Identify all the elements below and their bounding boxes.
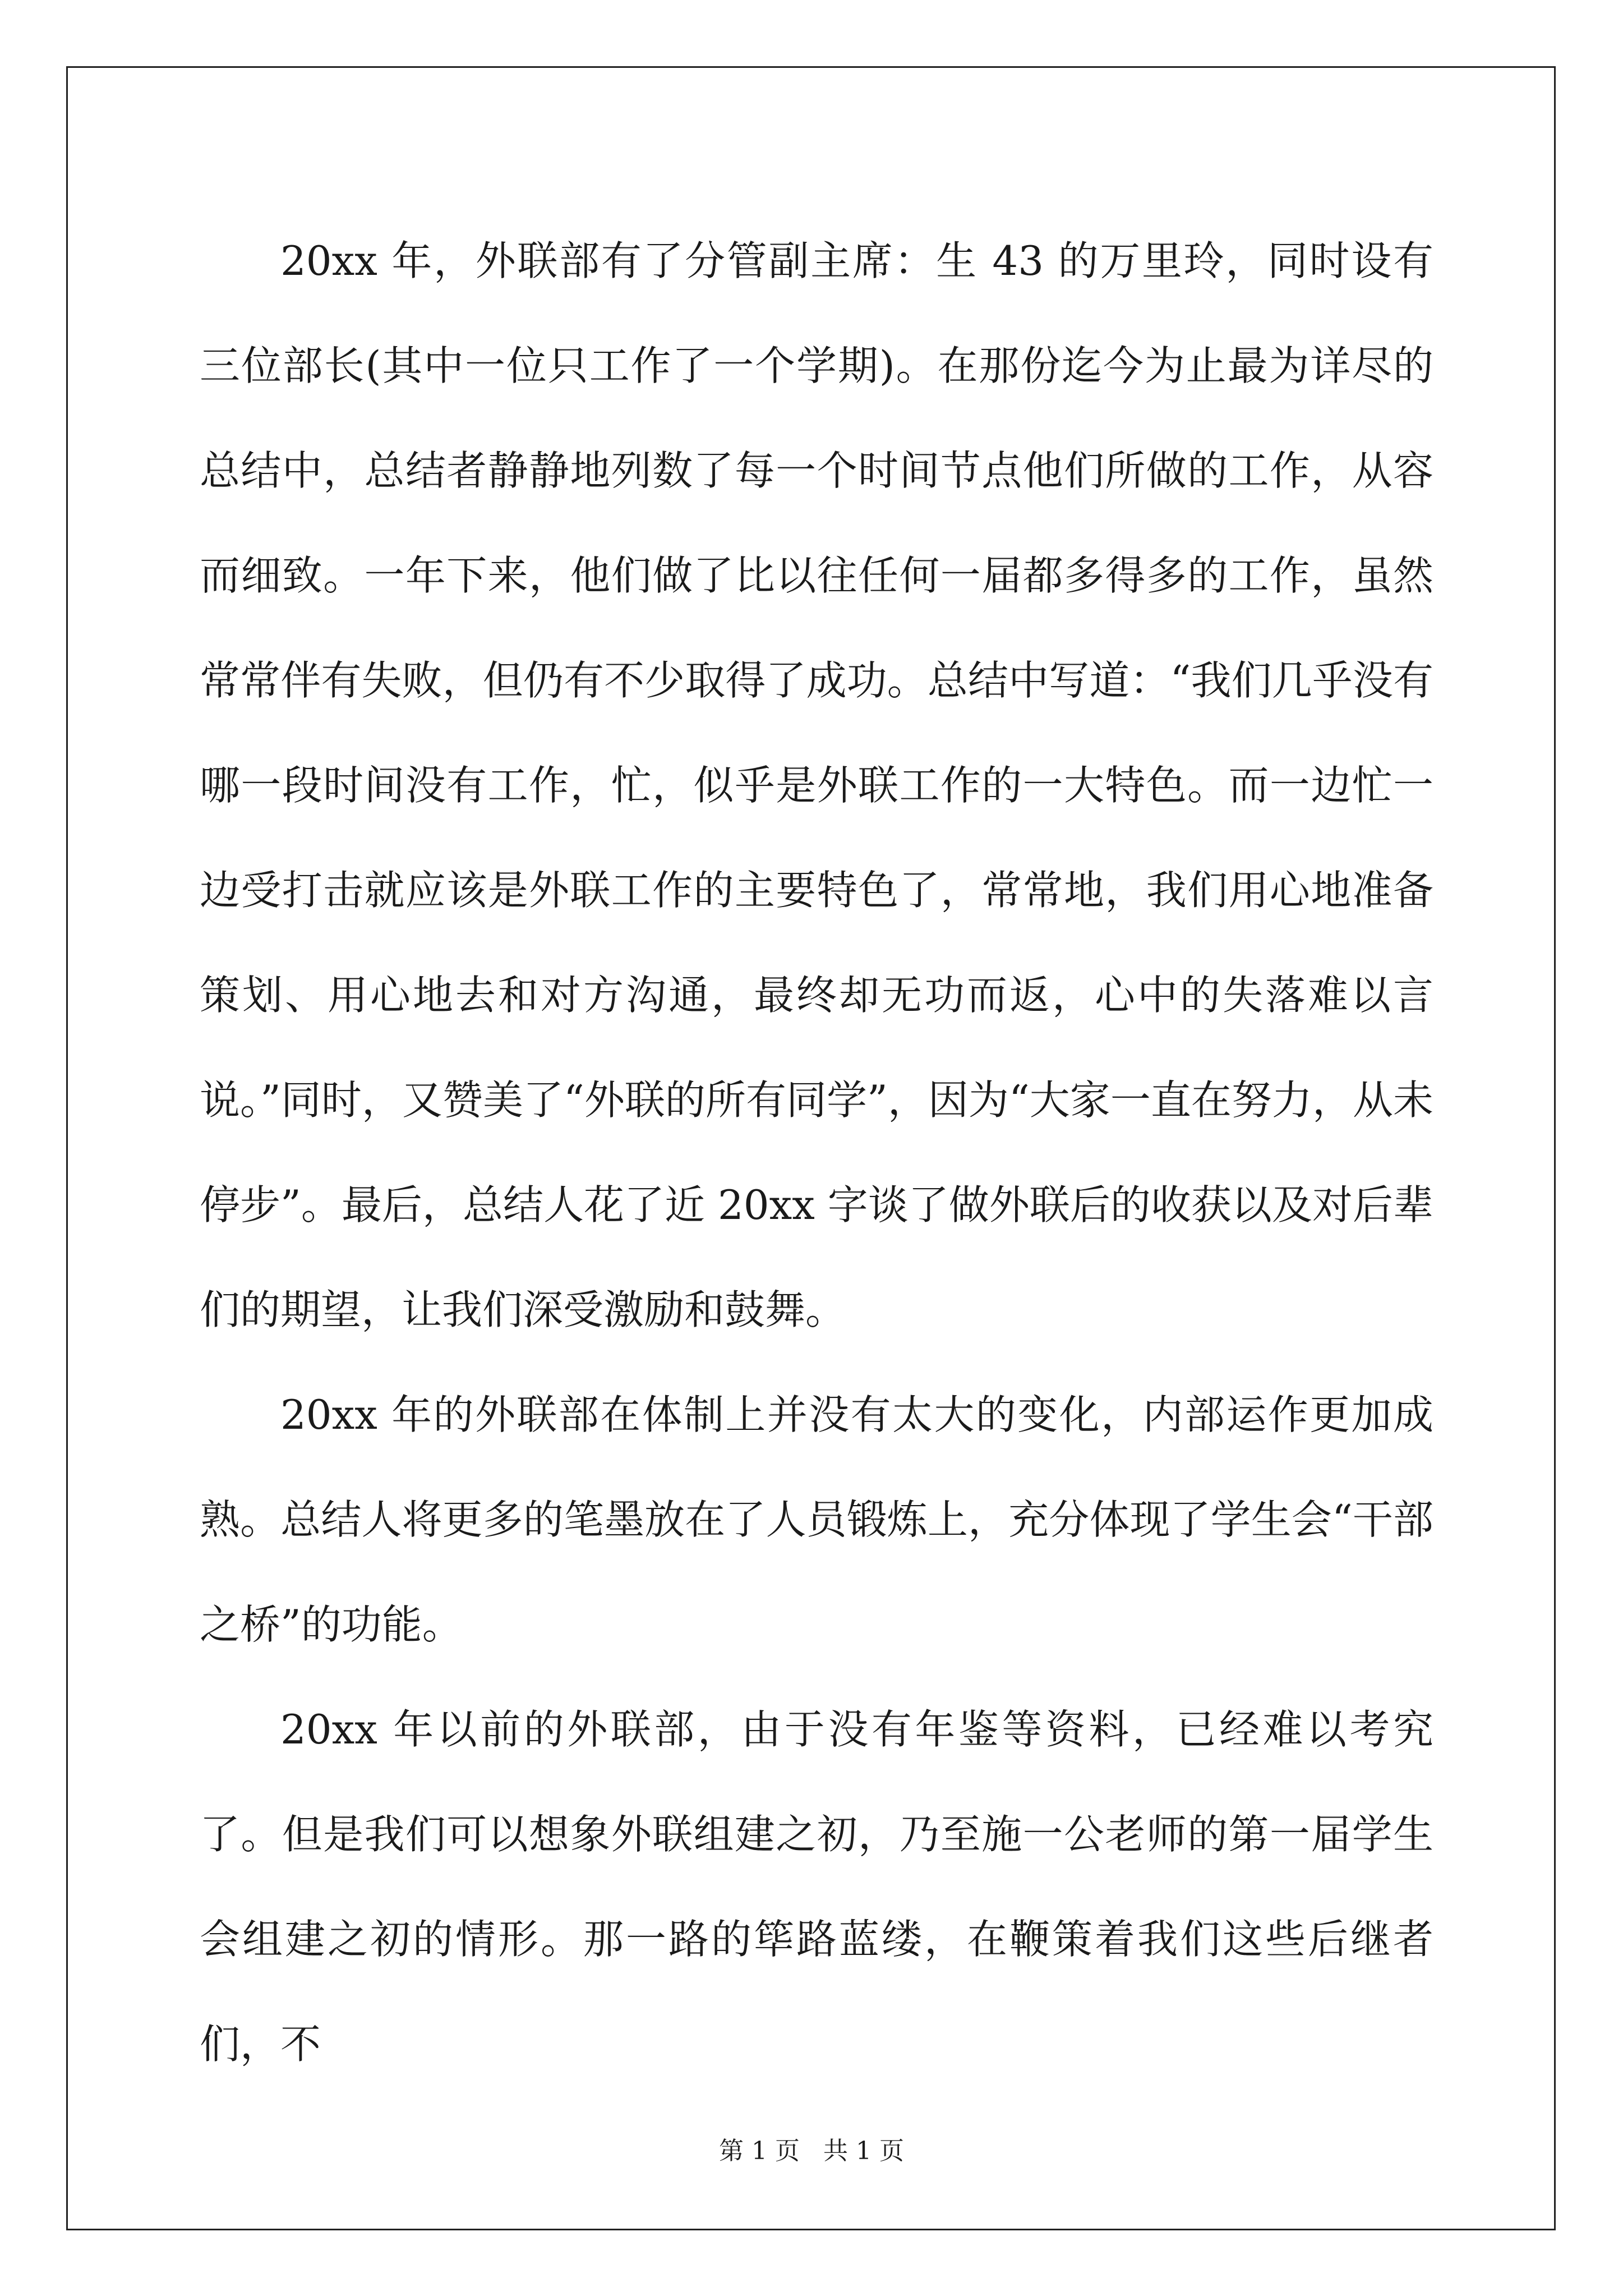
- document-body: [200, 209, 1433, 2097]
- page-number-label: 第 1 页 共 1 页: [719, 2137, 904, 2165]
- page-footer: [0, 2134, 1623, 2168]
- paragraph-3: 20xx 年以前的外联部，由于没有年鉴等资料，已经难以考究了。但是我们可以想象外联组建之初，乃至施一公老师的第一届学生会组建之初的情形。那一路的筚路蓝缕，在鞭策着我们这些后继者们，不: [200, 1706, 1433, 2068]
- paragraph-1: 20xx 年，外联部有了分管副主席：生 43 的万里玲，同时设有三位部长(其中一位只工作了一个学期)。在那份迄今为止最为详尽的总结中，总结者静静地列数了每一个时间节点他们所做的工作，从容而细致。一年下来，他们做了比以往任何一届都多得多的工作，虽然常常伴有失败，但仍有不少取得了成功。总结中写道：“我们几乎没有哪一段时间没有工作，忙，似乎是外联工作的一大特色。而一边忙一边受打击就应该是外联工作的主要特色了，常常地，我们用心地准备策划、用心地去和对方沟通，最终却无功而返，心中的失落难以言说。”同时，又赞美了“外联的所有同学”，因为“大家一直在努力，从未停步”。最后，总结人花了近 20xx 字谈了做外联后的收获以及对后辈们的期望，让我们深受激励和鼓舞。: [200, 237, 1433, 1333]
- paragraph-2: 20xx 年的外联部在体制上并没有太大的变化，内部运作更加成熟。总结人将更多的笔墨放在了人员锻炼上，充分体现了学生会“干部之桥”的功能。: [200, 1391, 1433, 1648]
